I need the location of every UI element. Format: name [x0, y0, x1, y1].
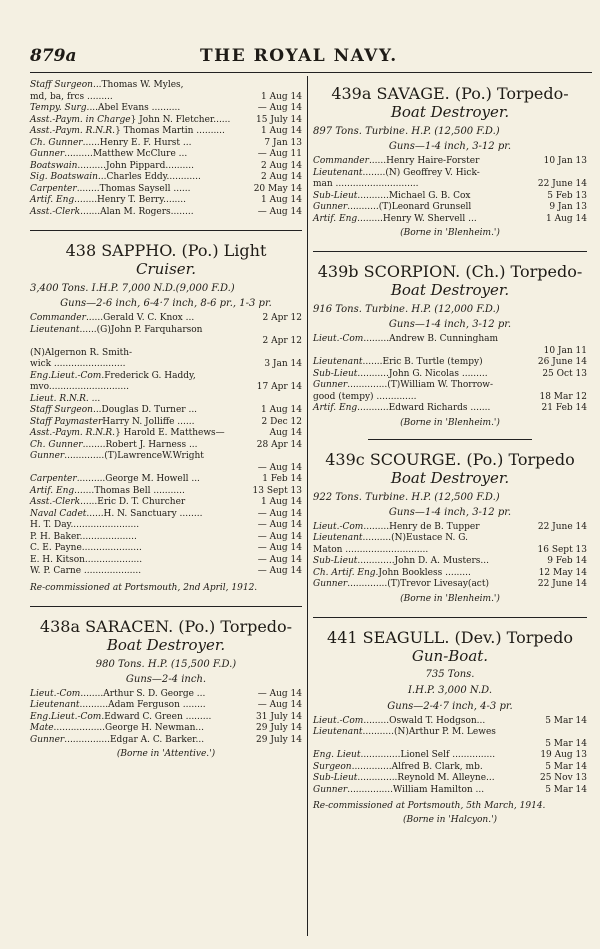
officer-row — [313, 556, 587, 568]
officer-name: ........Henry de B. Tupper — [366, 521, 480, 532]
officer-name: md, ba, frcs ......... — [30, 91, 113, 102]
running-head: THE ROYAL NAVY. — [200, 46, 398, 66]
appointment-date: 13 Sept 13 — [252, 485, 302, 496]
officer-name: } John N. Fletcher...... — [130, 114, 231, 125]
officer-name: W. P. Carne .................... — [30, 566, 142, 576]
officer-name: ......Henry E. F. Hurst ... — [82, 137, 192, 148]
appointment-date: 25 Nov 13 — [539, 773, 587, 783]
appointment-date: 22 June 14 — [537, 521, 587, 532]
officer-row — [30, 543, 302, 555]
officer-name: ..............(T)LawrenceW.Wright — [64, 451, 204, 461]
appointment-date: 10 Jan 11 — [543, 345, 587, 356]
officer-row — [313, 785, 587, 797]
officer-row — [313, 579, 587, 591]
officer-rank: Commander — [30, 313, 86, 323]
appointment-date: 19 Aug 13 — [540, 750, 587, 760]
officer-rank: Ch. Artif. Eng. — [313, 567, 379, 578]
officer-row — [313, 334, 587, 346]
ship-guns: Guns—2-4·7 inch, 4-3 pr. — [387, 700, 513, 712]
saracen-entry — [30, 617, 302, 761]
officer-row — [30, 532, 302, 544]
officer-row — [313, 773, 587, 785]
column-rule — [307, 76, 308, 936]
officer-name: ..........George M. Howell ... — [76, 474, 200, 484]
officer-rank: Gunner — [313, 784, 348, 795]
appointment-date: — Aug 14 — [257, 531, 302, 542]
officer-rank: Eng.Lieut.-Com. — [30, 711, 105, 722]
officer-name: ..................George H. Newman... — [53, 723, 204, 733]
officer-name: ........Oswald T. Hodgson... — [366, 715, 486, 726]
officer-row — [30, 336, 302, 348]
officer-rank: Lieutenant — [313, 727, 363, 737]
officer-rank: Ch. Gunner — [30, 439, 83, 450]
officer-name: E. H. Kitson.................... — [30, 554, 143, 565]
officer-name: ......Gerald V. C. Knox ... — [85, 313, 195, 323]
officer-row — [30, 348, 302, 360]
officer-rank: Sub-Lieut — [313, 773, 358, 783]
officer-rank: Sig. Boatswain — [30, 172, 98, 182]
officer-name: ..........Edward Richards ....... — [360, 403, 491, 413]
officer-name: ........(N) Geoffrey V. Hick- — [362, 167, 480, 178]
officer-row — [30, 371, 302, 383]
officer-rank: Lieut.-Com. — [313, 521, 367, 532]
officer-rank: Gunner — [30, 734, 65, 745]
officer-rank: Asst.-Clerk — [30, 497, 81, 507]
officer-name: ...Douglas D. Turner ... — [92, 405, 198, 415]
officer-row — [30, 325, 302, 337]
appointment-date: — Aug 14 — [257, 543, 302, 553]
borne-note: (Borne in 'Blenheim.') — [400, 593, 500, 604]
sappho-entry — [30, 241, 302, 594]
appointment-date: 12 May 14 — [538, 567, 587, 578]
ship-spec: 922 Tons. Turbine. H.P. (12,500 F.D.) — [313, 491, 500, 503]
appointment-date: 1 Aug 14 — [261, 195, 302, 205]
appointment-date: 18 Mar 12 — [539, 391, 587, 402]
officer-name: ........Henry W. Shervell ... — [360, 213, 477, 224]
officer-row — [30, 451, 302, 463]
officer-name: ...........(T)Leonard Grunsell — [347, 202, 472, 212]
appointment-date: — Aug 14 — [257, 462, 302, 473]
top-rule — [30, 72, 592, 73]
ship-guns: Guns—2-6 inch, 6-4·7 inch, 8-6 pr., 1-3 pr. — [60, 298, 272, 309]
officer-rank: Lieutenant — [313, 533, 363, 543]
officer-row — [313, 522, 587, 534]
officer-list — [313, 334, 587, 415]
appointment-date: 7 Jan 13 — [264, 137, 302, 148]
officer-name: ......Thomas Bell ........... — [77, 485, 185, 496]
officer-rank: Asst.-Paym. R.N.R. — [30, 126, 116, 136]
officer-rank: Staff Paymaster — [30, 416, 103, 427]
officer-rank: Eng.Lieut.-Com. — [30, 370, 105, 381]
officer-name: ..............Reynold M. Alleyne... — [357, 773, 495, 783]
officer-row — [30, 92, 302, 104]
ship-type: Boat Destroyer. — [390, 103, 510, 121]
officer-rank: Sub-Lieut — [313, 556, 358, 566]
officer-row — [30, 161, 302, 173]
officer-rank: Gunner — [30, 451, 65, 461]
ship-spec: 897 Tons. Turbine. H.P. (12,500 F.D.) — [313, 126, 500, 137]
recommission-note: Re-commissioned at Portsmouth, 5th March, 1914. — [313, 801, 546, 811]
appointment-date: — Aug 14 — [257, 103, 302, 113]
ship-guns: Guns—1-4 inch, 3-12 pr. — [388, 506, 512, 518]
section-divider — [368, 439, 532, 440]
left-column — [30, 80, 302, 760]
appointment-date: 2 Aug 14 — [261, 160, 302, 171]
officer-name: ......(G)John P. Farquharson — [79, 324, 203, 335]
officer-name: ...Thomas W. Myles, — [92, 80, 184, 90]
ship-spec: I.H.P. 3,000 N.D. — [407, 684, 493, 696]
officer-rank: Lieutenant — [30, 700, 80, 710]
officer-rank: Lieutenant — [30, 324, 80, 335]
officer-name: ..............Lionel Self ............... — [360, 750, 496, 760]
appointment-date: 31 July 14 — [256, 711, 302, 722]
appointment-date: 1 Aug 14 — [261, 497, 302, 507]
officer-rank: Lieut.-Com. — [30, 688, 84, 699]
prev-ship-officers — [30, 80, 302, 218]
appointment-date: 2 Apr 12 — [262, 336, 302, 346]
officer-rank: Eng. Lieut — [313, 750, 361, 760]
appointment-date: 29 July 14 — [256, 734, 302, 745]
officer-rank: Naval Cadet — [30, 508, 87, 519]
appointment-date: 1 Aug 14 — [261, 405, 302, 415]
appointment-date: 10 Jan 13 — [543, 156, 587, 166]
ship-title: 438 SAPPHO. (Po.) Light — [65, 241, 267, 260]
officer-row — [30, 195, 302, 207]
officer-rank: Lieutenant — [313, 357, 363, 367]
officer-rank: Carpenter — [30, 474, 77, 484]
officer-rank: Lieut.-Com. — [313, 334, 367, 344]
officer-list — [30, 689, 302, 747]
ship-guns: Guns—2-4 inch. — [125, 673, 207, 685]
officer-name: ........Thomas Saysell ...... — [76, 183, 191, 194]
officer-list — [313, 522, 587, 591]
appointment-date: — Aug 14 — [257, 206, 302, 217]
appointment-date: — Aug 14 — [257, 700, 302, 710]
appointment-date: 2 Aug 14 — [261, 172, 302, 182]
officer-list — [30, 313, 302, 578]
officer-rank: Lieut.-Com. — [313, 715, 367, 726]
appointment-date: 22 June 14 — [537, 579, 587, 589]
officer-rank: Artif. Eng. — [313, 403, 361, 413]
scorpion-entry — [313, 262, 587, 429]
ship-guns: Guns—1-4 inch, 3-12 pr. — [388, 141, 512, 152]
officer-row — [313, 403, 587, 415]
officer-rank: Lieutenant — [313, 167, 363, 178]
officer-row — [313, 716, 587, 728]
appointment-date: Aug 14 — [269, 428, 302, 438]
officer-row — [30, 723, 302, 735]
officer-row — [30, 149, 302, 161]
officer-name: ...........(N)Arthur P. M. Lewes — [362, 727, 496, 737]
ship-title: 439c SCOURGE. (Po.) Torpedo — [325, 449, 575, 469]
officer-rank: Carpenter — [30, 183, 77, 194]
officer-name: .............John D. A. Musters... — [357, 556, 489, 566]
officer-name: mvo............................ — [30, 382, 129, 392]
appointment-date: 28 Apr 14 — [256, 439, 302, 450]
appointment-date: 21 Feb 14 — [541, 403, 587, 413]
officer-row — [313, 568, 587, 580]
scourge-entry — [313, 450, 587, 605]
officer-name: } Harold E. Matthews— — [115, 428, 225, 438]
officer-row — [30, 207, 302, 219]
officer-row — [30, 80, 302, 92]
officer-name: .......Henry T. Berry........ — [77, 195, 186, 205]
appointment-date: 26 June 14 — [537, 357, 587, 367]
appointment-date: 1 Feb 14 — [262, 474, 302, 484]
officer-name: ......Henry Haire-Forster — [368, 156, 480, 166]
officer-row — [313, 380, 587, 392]
officer-name: ........Robert J. Harness ... — [82, 439, 198, 450]
officer-name: C. E. Payne..................... — [30, 543, 142, 553]
appointment-date: — Aug 11 — [257, 149, 302, 159]
ship-title: 439a SAVAGE. (Po.) Torpedo- — [331, 84, 569, 103]
appointment-date: 5 Feb 13 — [547, 190, 587, 201]
officer-row — [30, 428, 302, 440]
officer-name: ........Andrew B. Cunningham — [366, 334, 499, 344]
officer-row — [30, 126, 302, 138]
officer-list — [313, 156, 587, 225]
ship-title: 441 SEAGULL. (Dev.) Torpedo — [327, 627, 573, 647]
officer-row — [30, 405, 302, 417]
officer-row — [313, 357, 587, 369]
officer-name: ................William Hamilton ... — [347, 784, 485, 795]
officer-name: ..........(N)Eustace N. G. — [362, 533, 468, 543]
officer-name: Maton ............................. — [313, 544, 429, 555]
officer-rank: Gunner — [313, 202, 348, 212]
appointment-date: 20 May 14 — [253, 183, 302, 194]
officer-row — [313, 392, 587, 404]
officer-name: wick ......................... — [30, 359, 126, 369]
officer-row — [313, 739, 587, 751]
officer-name: good (tempy) .............. — [313, 391, 417, 402]
seagull-entry — [313, 628, 587, 827]
officer-rank: Asst.-Paym. R.N.R. — [30, 428, 116, 438]
officer-row — [313, 191, 587, 203]
officer-row — [313, 533, 587, 545]
officer-row — [30, 520, 302, 532]
officer-row — [30, 138, 302, 150]
officer-row — [30, 463, 302, 475]
officer-rank: Artif. Eng. — [30, 195, 78, 205]
officer-rank: Sub-Lieut. — [313, 190, 361, 201]
ship-type: Boat Destroyer. — [106, 635, 226, 654]
officer-rank: Surgeon — [313, 761, 352, 772]
officer-row — [313, 545, 587, 557]
appointment-date: 22 June 14 — [537, 179, 587, 189]
appointment-date: 1 Aug 14 — [546, 213, 587, 224]
officer-row — [30, 440, 302, 452]
section-divider — [313, 617, 587, 618]
officer-name: John Bookless ......... — [378, 567, 471, 578]
officer-row — [30, 382, 302, 394]
ship-type: Gun-Boat. — [411, 646, 489, 665]
officer-name: ..............Alfred B. Clark, mb. — [351, 761, 483, 772]
officer-name: (N)Algernon R. Smith- — [30, 347, 133, 358]
officer-row — [30, 497, 302, 509]
officer-rank: Gunner — [313, 380, 348, 390]
officer-row — [313, 762, 587, 774]
appointment-date: 9 Feb 14 — [547, 556, 587, 566]
officer-row — [30, 689, 302, 701]
officer-name: ..............(T)Trevor Livesay(act) — [347, 579, 489, 589]
ship-guns: Guns—1-4 inch, 3-12 pr. — [388, 319, 512, 330]
appointment-date: — Aug 14 — [257, 566, 302, 576]
officer-row — [30, 700, 302, 712]
officer-row — [30, 172, 302, 184]
officer-rank: Ch. Gunner — [30, 137, 83, 148]
appointment-date: 29 July 14 — [256, 723, 302, 733]
officer-name: ..........Matthew McClure ... — [64, 149, 188, 159]
appointment-date: 1 Aug 14 — [261, 91, 302, 102]
officer-name: } Thomas Martin .......... — [115, 126, 225, 136]
officer-row — [30, 712, 302, 724]
officer-row — [313, 727, 587, 739]
borne-note: (Borne in 'Halcyon.') — [402, 815, 498, 825]
appointment-date: 9 Jan 13 — [549, 202, 587, 212]
ship-tonnage: 735 Tons. — [425, 668, 475, 680]
officer-name: .......Arthur S. D. George ... — [83, 688, 206, 699]
officer-rank: Staff Surgeon — [30, 405, 93, 415]
officer-name: ......Eric D. T. Churcher — [80, 497, 186, 507]
officer-name: ..........Adam Ferguson ........ — [79, 700, 206, 710]
officer-row — [313, 168, 587, 180]
ship-type: Cruiser. — [136, 260, 196, 278]
ship-type: Boat Destroyer. — [390, 281, 510, 299]
appointment-date: 17 Apr 14 — [256, 382, 302, 392]
officer-name: ................Edgar A. C. Barker... — [64, 734, 205, 745]
officer-row — [313, 369, 587, 381]
officer-name: ..........John Pippard.......... — [77, 160, 194, 171]
appointment-date: — Aug 14 — [257, 688, 302, 699]
officer-rank: Gunner — [30, 149, 65, 159]
officer-rank: Lieut. R.N.R. ... — [30, 393, 101, 404]
officer-rank: Boatswain — [30, 160, 78, 171]
appointment-date: 5 Mar 14 — [545, 738, 587, 749]
section-divider — [30, 606, 302, 607]
savage-entry — [313, 84, 587, 239]
officer-row — [30, 486, 302, 498]
section-divider — [30, 230, 302, 231]
officer-row — [313, 156, 587, 168]
officer-name: P. H. Baker.................... — [30, 531, 137, 542]
officer-row — [313, 750, 587, 762]
officer-row — [313, 179, 587, 191]
page-number: 879a — [30, 46, 77, 66]
officer-row — [30, 417, 302, 429]
appointment-date: — Aug 14 — [257, 508, 302, 519]
appointment-date: 2 Dec 12 — [261, 416, 302, 427]
appointment-date: 2 Apr 12 — [262, 313, 302, 323]
officer-row — [30, 555, 302, 567]
officer-rank: Asst.-Paym. in Charge — [30, 114, 131, 125]
officer-row — [313, 214, 587, 226]
appointment-date: 1 Aug 14 — [261, 126, 302, 136]
appointment-date: 5 Mar 14 — [545, 784, 587, 795]
officer-rank: Mate — [30, 723, 54, 733]
officer-row — [30, 566, 302, 578]
officer-row — [30, 313, 302, 325]
officer-row — [30, 103, 302, 115]
officer-rank: Commander — [313, 156, 369, 166]
appointment-date: 5 Mar 14 — [545, 761, 587, 772]
officer-row — [313, 346, 587, 358]
borne-note: (Borne in 'Attentive.') — [116, 749, 216, 759]
appointment-date: 15 July 14 — [256, 114, 302, 125]
officer-row — [30, 359, 302, 371]
ship-spec: 3,400 Tons. I.H.P. 7,000 N.D.(9,000 F.D.) — [30, 283, 235, 294]
officer-name: .......Eric B. Turtle (tempy) — [362, 357, 483, 367]
officer-row — [30, 184, 302, 196]
ship-title: 439b SCORPION. (Ch.) Torpedo- — [317, 262, 583, 281]
officer-name: ..............(T)William W. Thorrow- — [347, 380, 494, 390]
officer-name: Edward C. Green ......... — [104, 711, 212, 722]
recommission-note: Re-commissioned at Portsmouth, 2nd April, 1912. — [30, 582, 258, 593]
ship-spec: 916 Tons. Turbine. H.P. (12,000 F.D.) — [313, 304, 500, 315]
officer-name: Harry N. Jolliffe ...... — [102, 416, 195, 427]
officer-rank: Artif. Eng. — [313, 213, 361, 224]
officer-name: ..........Michael G. B. Cox — [360, 190, 471, 201]
officer-rank: Artif. Eng. — [30, 485, 78, 496]
right-column — [313, 80, 587, 826]
officer-name: ......H. N. Sanctuary ........ — [86, 508, 203, 519]
officer-name: ...Abel Evans .......... — [89, 103, 181, 113]
ship-type: Boat Destroyer. — [390, 468, 510, 487]
officer-name: ...Charles Eddy............ — [97, 172, 201, 182]
officer-rank: Gunner — [313, 579, 348, 589]
officer-name: .......Alan M. Rogers........ — [80, 206, 194, 217]
officer-row — [30, 474, 302, 486]
ship-spec: 980 Tons. H.P. (15,500 F.D.) — [95, 658, 237, 670]
officer-row — [30, 394, 302, 406]
ship-title: 438a SARACEN. (Po.) Torpedo- — [39, 616, 293, 636]
officer-rank: Sub-Lieut. — [313, 368, 361, 379]
borne-note: (Borne in 'Blenheim.') — [400, 228, 500, 238]
appointment-date: 25 Oct 13 — [542, 368, 587, 379]
officer-rank: Staff Surgeon — [30, 80, 93, 90]
officer-name: H. T. Day........................ — [30, 520, 140, 530]
officer-row — [313, 202, 587, 214]
appointment-date: — Aug 14 — [257, 554, 302, 565]
appointment-date: 3 Jan 14 — [264, 359, 302, 369]
officer-row — [30, 509, 302, 521]
officer-name: ..........John G. Nicolas ......... — [360, 368, 488, 379]
appointment-date: 16 Sept 13 — [537, 544, 587, 555]
officer-name: Frederick G. Haddy, — [104, 370, 196, 381]
borne-note: (Borne in 'Blenheim.') — [400, 417, 500, 428]
officer-name: man ............................. — [313, 179, 419, 189]
officer-row — [30, 115, 302, 127]
officer-rank: Tempy. Surg. — [30, 103, 90, 113]
appointment-date: — Aug 14 — [257, 520, 302, 530]
officer-rank: Asst.-Clerk — [30, 206, 81, 217]
section-divider — [313, 251, 587, 252]
officer-row — [30, 735, 302, 747]
officer-list — [313, 716, 587, 797]
appointment-date: 5 Mar 14 — [545, 715, 587, 726]
